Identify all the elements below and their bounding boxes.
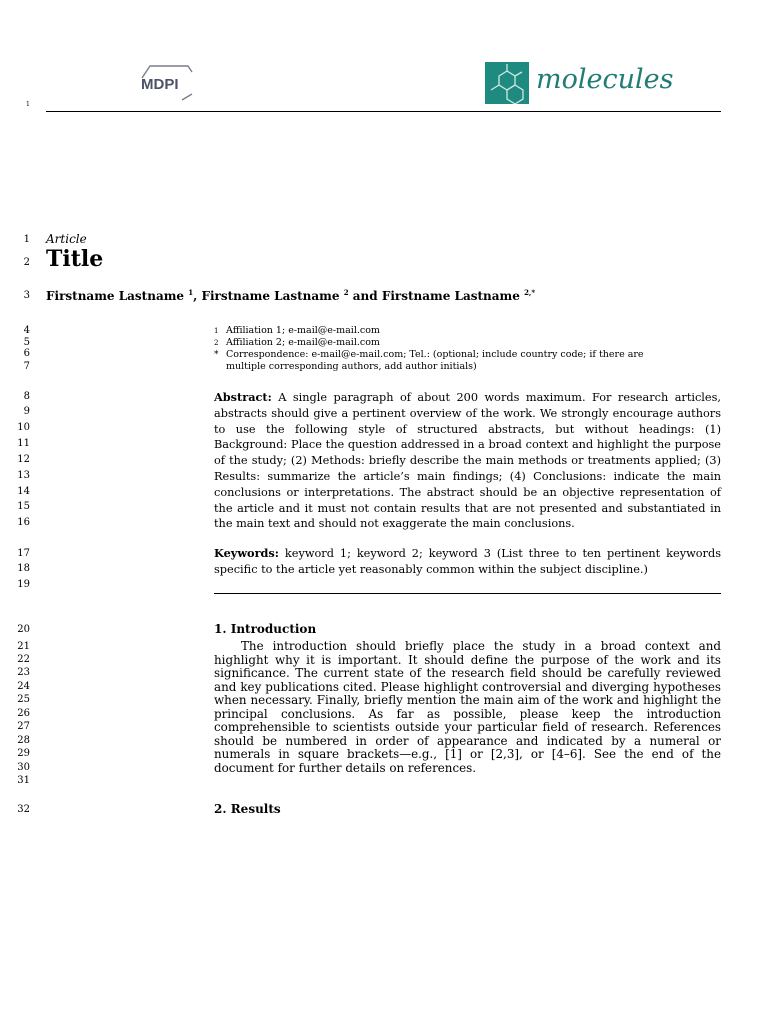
line-number: 25 bbox=[17, 694, 30, 705]
line-number: 21 bbox=[17, 641, 30, 652]
line-number: 22 bbox=[17, 654, 30, 665]
line-number: 19 bbox=[17, 579, 30, 590]
article-type-label: Article bbox=[46, 232, 87, 246]
corner-mark: 1 bbox=[26, 101, 30, 108]
author-name: and Firstname Lastname bbox=[348, 289, 525, 303]
line-number: 7 bbox=[23, 361, 30, 372]
abstract-label: Abstract: bbox=[214, 390, 272, 404]
line-number: 17 bbox=[17, 548, 30, 559]
section-divider bbox=[214, 593, 721, 594]
line-number: 23 bbox=[17, 667, 30, 678]
line-number: 5 bbox=[23, 337, 30, 348]
author-name: Firstname Lastname bbox=[46, 289, 189, 303]
introduction-paragraph bbox=[214, 640, 721, 775]
line-number: 31 bbox=[17, 775, 30, 786]
keywords-text: keyword 1; keyword 2; keyword 3 (List three to ten pertinent keywords specific to the article yet reasonably common within the subject discipline.) bbox=[214, 547, 721, 576]
line-number: 2 bbox=[23, 257, 30, 268]
keywords-paragraph bbox=[214, 546, 721, 578]
line-number: 16 bbox=[17, 517, 30, 528]
affiliation-text: Affiliation 2; e-mail@e-mail.com bbox=[226, 337, 380, 348]
line-number: 3 bbox=[23, 290, 30, 301]
affiliation-mark: * bbox=[214, 350, 219, 360]
affiliation-superscript: 1 bbox=[188, 288, 194, 297]
affiliation-mark: 1 bbox=[214, 327, 219, 335]
line-number: 8 bbox=[23, 391, 30, 402]
line-number: 20 bbox=[17, 624, 30, 635]
line-number: 32 bbox=[17, 804, 30, 815]
affiliation-line bbox=[214, 349, 644, 361]
line-number: 24 bbox=[17, 681, 30, 692]
line-number: 13 bbox=[17, 470, 30, 481]
affiliation-line bbox=[214, 337, 380, 349]
correspondence-text: Correspondence: e-mail@e-mail.com; Tel.: (optional; include country code; if there are bbox=[226, 349, 644, 360]
author-list bbox=[46, 288, 535, 303]
line-number: 1 bbox=[23, 234, 30, 245]
section-heading-introduction: 1. Introduction bbox=[214, 622, 317, 636]
line-number: 11 bbox=[17, 438, 30, 449]
line-number: 30 bbox=[17, 762, 30, 773]
line-number: 12 bbox=[17, 454, 30, 465]
header-divider bbox=[46, 111, 721, 112]
keywords-label: Keywords: bbox=[214, 546, 279, 560]
line-number: 10 bbox=[17, 422, 30, 433]
line-number: 18 bbox=[17, 563, 30, 574]
line-number: 6 bbox=[23, 348, 30, 359]
article-title: Title bbox=[46, 246, 104, 272]
affiliation-mark: 2 bbox=[214, 339, 219, 347]
mdpi-logo-text: MDPI bbox=[141, 76, 179, 93]
affiliation-line bbox=[214, 361, 477, 373]
correspondence-text: multiple corresponding authors, add author initials) bbox=[226, 361, 477, 372]
mdpi-logo bbox=[136, 64, 196, 104]
section-heading-results: 2. Results bbox=[214, 802, 281, 816]
line-number: 15 bbox=[17, 501, 30, 512]
journal-name: molecules bbox=[536, 64, 674, 95]
line-number: 27 bbox=[17, 721, 30, 732]
author-name: , Firstname Lastname bbox=[193, 289, 344, 303]
line-number: 14 bbox=[17, 486, 30, 497]
affiliation-superscript: 2,* bbox=[524, 288, 536, 297]
affiliation-line bbox=[214, 325, 380, 337]
molecules-hexagon-icon bbox=[485, 62, 529, 104]
introduction-text: The introduction should briefly place the study in a broad context and highlight why it is important. It should define the purpose of the work and its significance. The current state of the research field should be carefully reviewed and key publications cited. Please highlight controversial and diverging hypotheses when necessary. Finally, briefly mention the main aim of the work and highlight the principal conclusions. As far as possible, please keep the introduction comprehensible to scientists outside your particular field of research. References should be numbered in order of appearance and indicated by a numeral or numerals in square brackets—e.g., [1] or [2,3], or [4–6]. See the end of the document for further details on references. bbox=[214, 639, 721, 775]
line-number: 4 bbox=[23, 325, 30, 336]
affiliation-text: Affiliation 1; e-mail@e-mail.com bbox=[226, 325, 380, 336]
line-number: 9 bbox=[23, 406, 30, 417]
affiliation-superscript: 2 bbox=[343, 288, 349, 297]
abstract-paragraph bbox=[214, 390, 721, 532]
line-number: 26 bbox=[17, 708, 30, 719]
line-number: 28 bbox=[17, 735, 30, 746]
line-number: 29 bbox=[17, 748, 30, 759]
abstract-text: A single paragraph of about 200 words maximum. For research articles, abstracts should give a pertinent overview of the work. We strongly encourage authors to use the following style of structured abstracts, but without headings: (1) Background: Place the question addressed in a broad context and highlight the purpose of the study; (2) Methods: briefly describe the main methods or treatments applied; (3) Results: summarize the article’s main findings; (4) Conclusions: indicate the main conclusions or interpretations. The abstract should be an objective representation of the article and it must not contain results that are not presented and substantiated in the main text and should not exaggerate the main conclusions. bbox=[214, 391, 721, 531]
